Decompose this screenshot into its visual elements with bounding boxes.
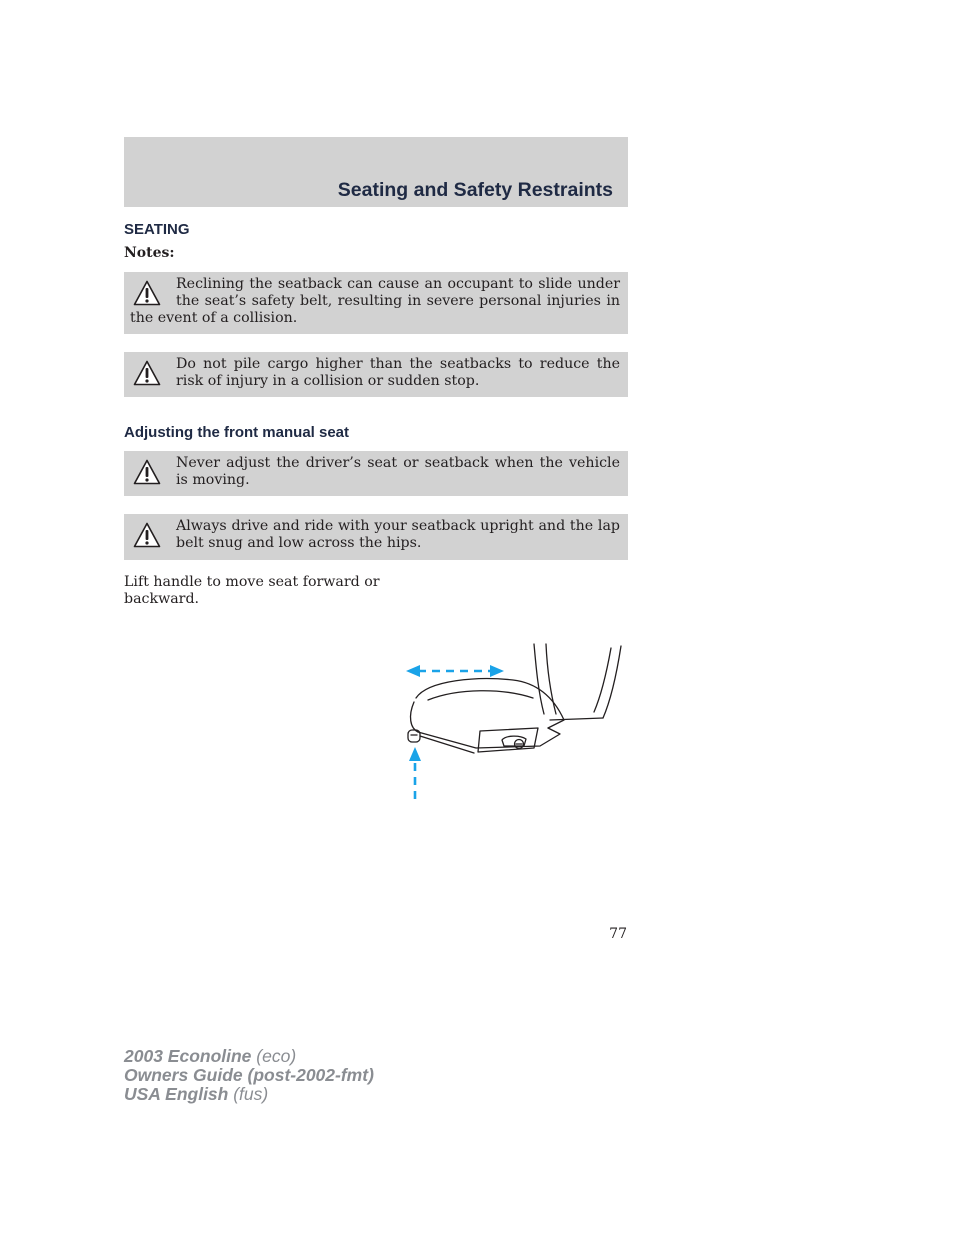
warning-triangle-icon — [133, 280, 161, 306]
warning-triangle-icon — [133, 459, 161, 485]
warning-box — [124, 514, 628, 560]
page-title: Seating and Safety Restraints — [337, 179, 613, 201]
footer-guide: Owners Guide (post-2002-fmt) — [124, 1065, 374, 1085]
seat-adjust-illustration — [398, 636, 630, 808]
warning-text: Never adjust the driver’s seat or seatback when the vehicle is moving. — [176, 455, 620, 488]
warning-box — [124, 451, 628, 496]
warning-text: Do not pile cargo higher than the seatbacks to reduce the risk of injury in a collision or sudden stop. — [176, 356, 620, 389]
page-number: 77 — [609, 926, 627, 942]
footer-line — [124, 1066, 374, 1085]
footer-language-code: (fus) — [228, 1084, 269, 1104]
warning-box — [124, 272, 628, 334]
subsection-heading: Adjusting the front manual seat — [124, 424, 350, 441]
warning-text: Always drive and ride with your seatback upright and the lap belt snug and low across the hips. — [176, 518, 620, 551]
warning-box — [124, 352, 628, 397]
footer-line — [124, 1085, 374, 1104]
section-header-band — [124, 137, 628, 207]
warning-triangle-icon — [133, 360, 161, 386]
notes-label: Notes: — [124, 245, 175, 261]
footer-language: USA English — [124, 1084, 229, 1104]
footer-model-code: (eco) — [251, 1046, 297, 1066]
warning-text: Reclining the seatback can cause an occupant to slide under the seat’s safety belt, resulting in severe personal injuries in the event of a collision. — [130, 276, 620, 326]
warning-triangle-icon — [133, 522, 161, 548]
document-footer — [124, 1047, 374, 1104]
instruction-text: Lift handle to move seat forward or backward. — [124, 574, 380, 607]
footer-model: 2003 Econoline — [124, 1046, 252, 1066]
section-heading: SEATING — [124, 221, 190, 238]
footer-line — [124, 1047, 374, 1066]
